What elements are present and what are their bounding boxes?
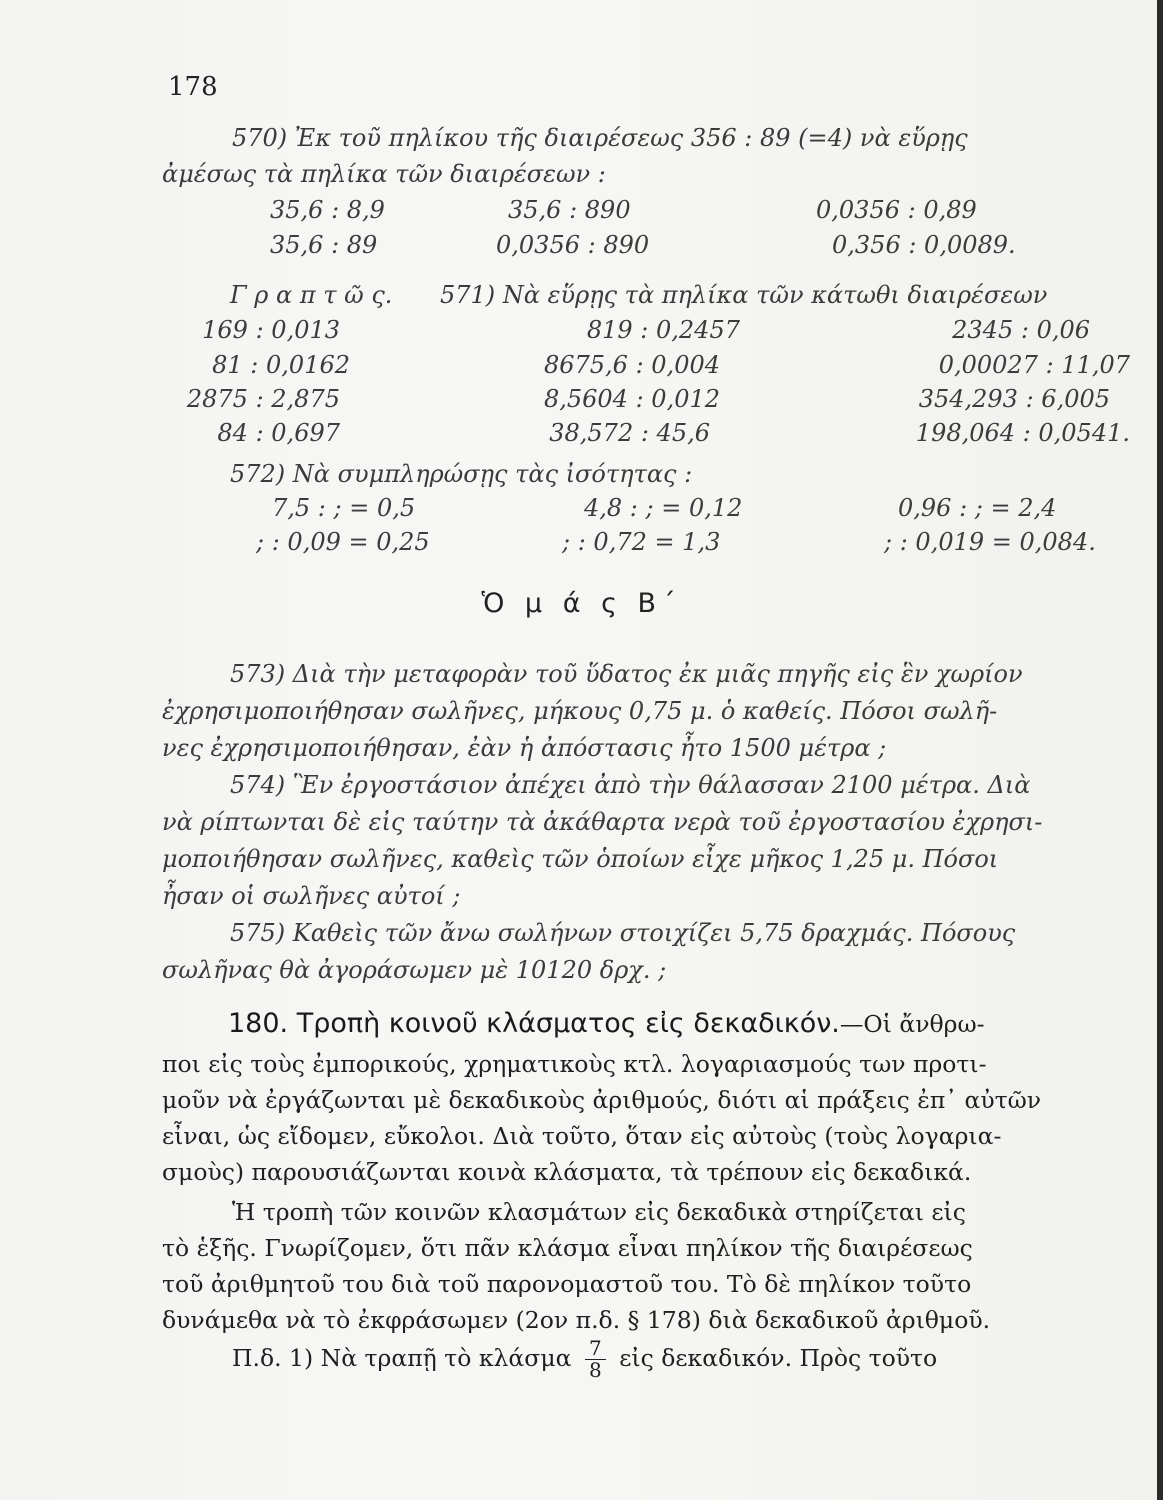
fraction-denominator: 8 xyxy=(588,1358,602,1382)
para1-line1: ποι εἰς τοὺς ἐμπορικούς, χρηματικοὺς κτλ. λογαριασμούς των προτι- xyxy=(162,1050,987,1078)
ex571-c3-r4: 198,064 : 0,0541. xyxy=(915,419,1130,447)
fraction-numerator: 7 xyxy=(585,1338,606,1360)
para1-line4: σμοὺς) παρουσιάζωνται κοινὰ κλάσματα, τὰ τρέπουν εἰς δεκαδικά. xyxy=(162,1158,972,1186)
para2-line2: τὸ ἑξῆς. Γνωρίζομεν, ὅτι πᾶν κλάσμα εἶναι πηλίκον τῆς διαιρέσεως xyxy=(162,1234,973,1262)
ex571-c1-r1: 169 : 0,013 xyxy=(202,316,340,344)
ex572-r2c1: ; : 0,09 = 0,25 xyxy=(256,528,430,556)
ex570-r1c3: 0,0356 : 0,89 xyxy=(816,196,977,224)
section-180-heading xyxy=(228,1008,985,1039)
example-pre: Π.δ. 1) Νὰ τραπῇ τὸ κλάσμα xyxy=(232,1344,572,1372)
ex572-text: 572) Νὰ συμπληρώσῃς τὰς ἰσότητας : xyxy=(230,460,693,488)
para2-line3: τοῦ ἀριθμητοῦ του διὰ τοῦ παρονομαστοῦ του. Τὸ δὲ πηλίκον τοῦτο xyxy=(162,1270,972,1298)
page-edge-shadow xyxy=(1157,0,1163,1500)
ex573-line1: 573) Διὰ τὴν μεταφορὰν τοῦ ὕδατος ἐκ μιᾶς πηγῆς εἰς ἓν χωρίον xyxy=(230,660,1023,688)
para1-line2: μοῦν νὰ ἐργάζωνται μὲ δεκαδικοὺς ἀριθμούς, διότι αἱ πράξεις ἐπ᾽ αὐτῶν xyxy=(162,1086,1042,1114)
group-heading: Ὁ μ ά ς Β΄ xyxy=(481,588,682,619)
ex570-r2c3: 0,356 : 0,0089. xyxy=(832,231,1016,259)
ex570-r1c1: 35,6 : 8,9 xyxy=(270,196,385,224)
section-180-title-tail: Οἱ ἄνθρω- xyxy=(863,1010,985,1038)
ex571-c3-r2: 0,00027 : 11,07 xyxy=(938,351,1130,379)
ex570-line1: 570) Ἐκ τοῦ πηλίκου τῆς διαιρέσεως 356 : 89 (=4) νὰ εὕρῃς xyxy=(232,124,968,152)
ex574-line1: 574) Ἓν ἐργοστάσιον ἀπέχει ἀπὸ τὴν θάλασσαν 2100 μέτρα. Διὰ xyxy=(230,771,1031,799)
para2-line1: Ἡ τροπὴ τῶν κοινῶν κλασμάτων εἰς δεκαδικὰ στηρίζεται εἰς xyxy=(232,1198,966,1226)
ex570-r2c1: 35,6 : 89 xyxy=(270,231,378,259)
ex571-c3-r3: 354,293 : 6,005 xyxy=(918,385,1110,413)
ex572-r1c2: 4,8 : ; = 0,12 xyxy=(584,494,743,522)
para2-line4: δυνάμεθα νὰ τὸ ἐκφράσωμεν (2ον π.δ. § 178) διὰ δεκαδικοῦ ἀριθμοῦ. xyxy=(162,1306,991,1334)
ex571-c1-r3: 2875 : 2,875 xyxy=(186,385,340,413)
ex571-c1-r4: 84 : 0,697 xyxy=(217,419,340,447)
section-180-title: 180. Τροπὴ κοινοῦ κλάσματος εἰς δεκαδικόν. xyxy=(228,1008,840,1039)
ex573-line2: ἐχρησιμοποιήθησαν σωλῆνες, μήκους 0,75 μ. ὁ καθείς. Πόσοι σωλῆ- xyxy=(162,697,998,725)
ex570-r2c2: 0,0356 : 890 xyxy=(496,231,650,259)
ex575-line2: σωλῆνας θὰ ἀγοράσωμεν μὲ 10120 δρχ. ; xyxy=(162,956,667,984)
ex571-c3-r1: 2345 : 0,06 xyxy=(952,316,1090,344)
ex570-r1c2: 35,6 : 890 xyxy=(508,196,631,224)
example-line xyxy=(232,1338,937,1381)
ex572-r2c3: ; : 0,019 = 0,084. xyxy=(884,528,1096,556)
fraction-7-8 xyxy=(585,1338,606,1381)
example-post: εἰς δεκαδικόν. Πρὸς τοῦτο xyxy=(619,1344,938,1372)
ex575-line1: 575) Καθεὶς τῶν ἄνω σωλήνων στοιχίζει 5,75 δραχμάς. Πόσους xyxy=(230,919,1016,947)
para1-line3: εἶναι, ὡς εἴδομεν, εὔκολοι. Διὰ τοῦτο, ὅταν εἰς αὐτοὺς (τοὺς λογαρια- xyxy=(162,1122,1002,1150)
ex571-c2-r1: 819 : 0,2457 xyxy=(586,316,740,344)
ex571-c1-r2: 81 : 0,0162 xyxy=(212,351,350,379)
ex572-r2c2: ; : 0,72 = 1,3 xyxy=(562,528,721,556)
ex574-line4: ἦσαν οἱ σωλῆνες αὐτοί ; xyxy=(162,882,461,910)
ex572-r1c3: 0,96 : ; = 2,4 xyxy=(898,494,1057,522)
ex574-line3: μοποιήθησαν σωλῆνες, καθεὶς τῶν ὁποίων εἶχε μῆκος 1,25 μ. Πόσοι xyxy=(162,845,999,873)
ex571-c2-r3: 8,5604 : 0,012 xyxy=(543,385,720,413)
ex571-c2-r2: 8675,6 : 0,004 xyxy=(543,351,720,379)
ex571-text: 571) Νὰ εὕρῃς τὰ πηλίκα τῶν κάτωθι διαιρέσεων xyxy=(440,281,1048,309)
ex570-line2: ἀμέσως τὰ πηλίκα τῶν διαιρέσεων : xyxy=(162,160,606,188)
ex571-c2-r4: 38,572 : 45,6 xyxy=(549,419,710,447)
ex573-line3: νες ἐχρησιμοποιήθησαν, ἐὰν ἡ ἀπόστασις ἦτο 1500 μέτρα ; xyxy=(162,734,887,762)
ex574-line2: νὰ ρίπτωνται δὲ εἰς ταύτην τὰ ἀκάθαρτα νερὰ τοῦ ἐργοστασίου ἐχρησι- xyxy=(162,808,1043,836)
section-180-dash: — xyxy=(839,1010,864,1038)
page-number: 178 xyxy=(168,72,218,102)
ex571-label: Γ ρ α π τ ῶ ς. xyxy=(230,281,393,309)
ex572-r1c1: 7,5 : ; = 0,5 xyxy=(272,494,416,522)
